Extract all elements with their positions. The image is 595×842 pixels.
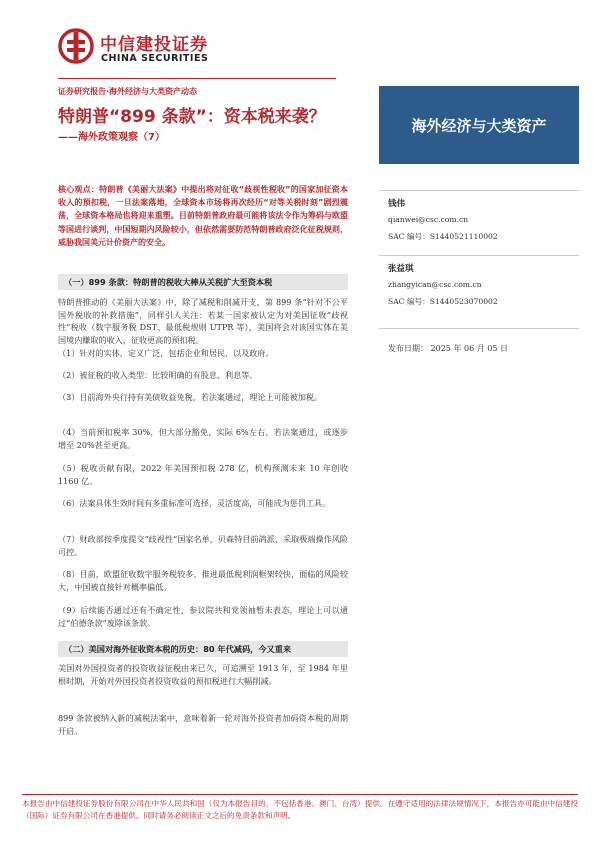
citic-logo-icon [58, 28, 94, 64]
list-item: （1）针对的实体，定义广泛，包括企业和居民、以及政府。 [58, 348, 274, 358]
list-item: （2）被征税的收入类型：比较明确的有股息、利息等。 [58, 370, 258, 380]
analyst-name: 张益琪 [388, 264, 414, 274]
logo-text-cn: 中信建投证券 [100, 35, 208, 55]
list-item: （5）税收贡献有限，2022 年美国预扣税 278 亿，机构预测未来 10 年创收 1160 亿。 [58, 463, 348, 486]
category-banner [379, 86, 579, 164]
analyst-email[interactable]: zhangyican@csc.com.cn [388, 280, 482, 289]
analyst-divider [379, 255, 579, 256]
list-item: （6）法案具体生效时间有多重标准可选择，灵活度高，可能成为惩罚工具。 [58, 498, 331, 508]
section-2-paragraph-1: 美国对外国投资者的投资收益征税由来已久，可追溯至 1913 年，至 1984 年里根时期，开始对外国投资者投资收益的预扣税进行大幅削减。 [58, 663, 348, 686]
list-item: （9）后续能否通过还有不确定性，参议院共和党领袖暂未表态，理论上可以通过“伯德条款”废除该条款。 [58, 605, 348, 628]
section-heading-1: （一）899 条款：特朗普的税收大棒从关税扩大至资本税 [58, 274, 348, 290]
list-item: （8）目前，欧盟征收数字服务税较多、推进最低税利润框架较快，面临的风险较大，中国被直接针对概率偏低。 [58, 569, 348, 592]
list-item: （4）当前预扣税率 30%，但大部分豁免，实际 6%左右，若法案通过，或逐步增至 20%甚至更高。 [58, 427, 348, 450]
page-title: 特朗普“899 条款”：资本税来袭？ [58, 107, 326, 127]
report-type: 证券研究报告·海外经济与大类资产动态 [58, 87, 198, 96]
logo-text-en: CHINA SECURITIES [101, 53, 209, 64]
analyst-name: 钱伟 [388, 199, 406, 209]
analyst-sac: SAC 编号：S1440521110002 [388, 232, 498, 241]
analyst-divider [379, 190, 579, 191]
category-label: 海外经济与大类资产 [411, 116, 547, 135]
header-divider [58, 78, 336, 79]
release-date: 发布日期： 2025 年 06 月 05 日 [388, 344, 508, 353]
list-item: （7）财政部按季度提交“歧视性”国家名单，贝森特目前鸽派，采取极端操作风险可控。 [58, 534, 348, 557]
date-divider [379, 328, 579, 329]
page-subtitle: ——海外政策观察（7） [58, 132, 165, 143]
section-heading-2: （二）美国对海外征收资本税的历史：80 年代减码，今又重来 [58, 641, 348, 657]
footer-divider [22, 794, 578, 795]
list-item: （3）目前海外央行持有美债收益免税，若法案通过，理论上可能被加税。 [58, 392, 323, 402]
section-1-intro: 特朗普推动的《美丽大法案》中，除了减税和削减开支，第 899 条“针对不公平国外税收的补救措施”，同样引人关注：若某一国家被认定为对美国征收“歧视性”税收（数字服务税 DST、最低税规则 UTPR 等），美国将会对该国实体在美国境内赚取的收入，征收更高的预扣税。 [58, 297, 348, 345]
disclaimer-footer: 本报告由中信建投证券股份有限公司在中华人民共和国（仅为本报告目的，不包括香港、澳门、台湾）提供。在遵守适用的法律法规情况下，本报告亦可能由中信建投（国际）证券有限公司在香港提供。同时请务必阅读正文之后的免责条款和声明。 [22, 799, 578, 820]
section-2-paragraph-2: 899 条款被纳入新的减税法案中，意味着新一轮对海外投资者加码资本税的周期开启。 [58, 713, 348, 736]
analyst-email[interactable]: qianwei@csc.com.cn [388, 215, 469, 224]
core-view: 核心观点：特朗普《美丽大法案》中提出将对征收“歧视性税收”的国家加征资本收入的预扣税，一旦法案落地，全球资本市场将再次经历“对等关税时刻”剧烈震荡，全球资本格局也将迎来重塑。目前特朗普政府最可能将该法令作为筹码与欧盟等国进行谈判，中国短期内风险较小，但依然需要防范特朗普政府泛化征税规则，威胁我国美元计价资产的安全。 [58, 185, 348, 247]
analyst-sac: SAC 编号：S1440523070002 [388, 297, 498, 306]
company-logo [58, 28, 238, 68]
